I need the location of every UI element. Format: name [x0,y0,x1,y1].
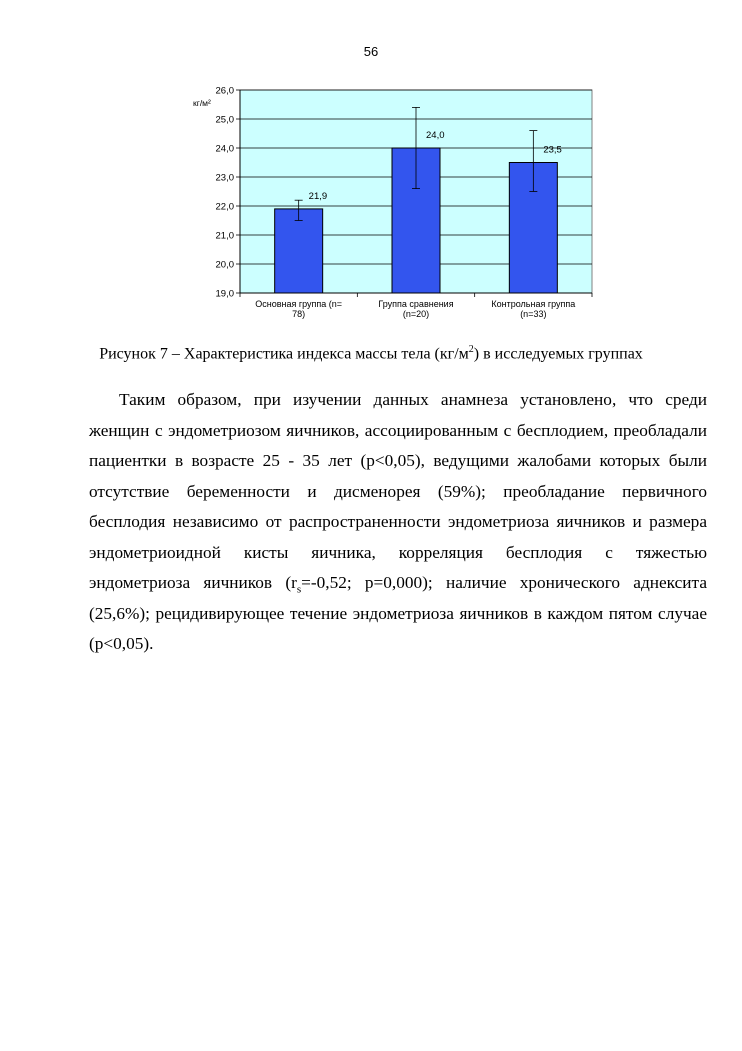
data-label: 21,9 [308,190,328,202]
line7-subscript: s [296,583,302,596]
x-tick-label: (n=20) [402,309,430,319]
x-tick-label: 78) [292,309,306,319]
paragraph-line-1: Таким образом, при изучении данных анамнеза установлено, что среди [119,390,707,409]
caption-prefix: Рисунок 7 – Характеристика индекса массы тела (кг/м [99,345,469,363]
y-tick-label: 21,0 [215,230,234,242]
conclusion-paragraph [89,385,707,660]
y-tick-label: 22,0 [215,201,234,213]
x-tick-label: Контрольная группа [491,299,576,309]
data-label: 23,5 [543,144,562,156]
paragraph-line-2: женщин с эндометриозом яичников, ассоциированным с бесплодием, преобладали [89,420,707,440]
y-tick-label: 25,0 [215,114,234,126]
paragraph-line-7 [89,568,707,599]
y-tick-label: 24,0 [215,143,234,155]
paragraph-line-8: (25,6%); рецидивирующее течение эндометриоза яичников в каждом пятом случае [89,603,707,623]
x-tick-label: Группа сравнения [378,299,454,309]
chart-svg [190,82,610,332]
x-tick-label: (n=33) [520,309,547,319]
bmi-bar-chart [190,82,610,332]
page-number: 56 [363,44,379,59]
paragraph-line-9: (p<0,05). [89,634,154,653]
line7-part-b: =-0,52; p=0,000); наличие хронического аднексита [301,573,707,592]
paragraph-line-4: отсутствие беременности и дисменорея (59%); преобладание первичного [89,481,707,501]
figure-caption [0,344,742,363]
y-tick-label: 26,0 [215,85,234,97]
paragraph-line-5: бесплодия независимо от распространенности эндометриоза яичников и размера [89,512,707,531]
data-label: 24,0 [426,130,445,141]
line7-part-a: эндометриоза яичников (r [89,573,297,592]
paragraph-line-3: пациентки в возрасте 25 - 35 лет (p<0,05), ведущими жалобами которых были [89,451,707,470]
caption-superscript: 2 [468,344,474,355]
caption-suffix: ) в исследуемых группах [473,345,643,363]
y-axis-unit-label: кг/м² [193,98,211,108]
y-tick-label: 19,0 [215,288,234,300]
paragraph-line-6: эндометриоидной кисты яичника, корреляция бесплодия с тяжестью [89,542,707,562]
y-tick-label: 23,0 [215,172,234,184]
y-tick-label: 20,0 [215,259,234,271]
bar [275,209,323,293]
x-tick-label: Основная группа (n= [255,299,343,309]
